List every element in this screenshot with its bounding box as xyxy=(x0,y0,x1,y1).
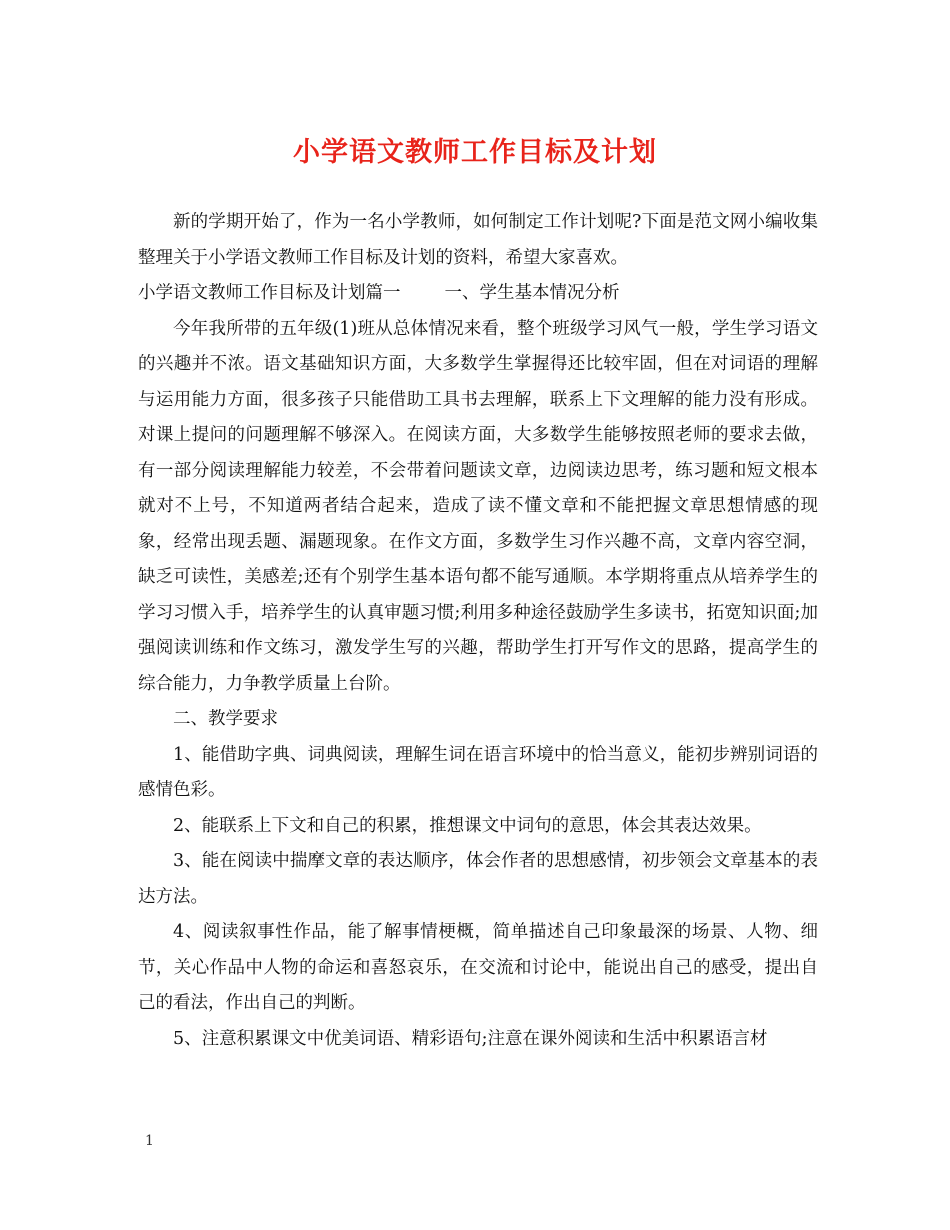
document-title: 小学语文教师工作目标及计划 xyxy=(293,137,657,168)
requirements-heading: 二、教学要求 xyxy=(173,709,278,729)
requirement-item-3: 3、能在阅读中揣摩文章的表达顺序，体会作者的思想感情，初步领会文章基本的表达方法。 xyxy=(138,851,818,907)
requirement-item-2: 2、能联系上下文和自己的积累，推想课文中词句的意思，体会其表达效果。 xyxy=(173,815,762,836)
requirement-item-1: 1、能借助字典、词典阅读，理解生词在语言环境中的恰当意义，能初步辨别词语的感情色彩。 xyxy=(138,744,818,800)
requirement-item-5: 5、注意积累课文中优美词语、精彩语句;注意在课外阅读和生活中积累语言材 xyxy=(173,1028,768,1049)
section-heading: 小学语文教师工作目标及计划篇一 xyxy=(138,283,401,303)
section-heading-line xyxy=(138,276,818,312)
analysis-paragraph: 今年我所带的五年级(1)班从总体情况来看，整个班级学习风气一般，学生学习语文的兴趣并不浓。语文基础知识方面，大多数学生掌握得还比较牢固，但在对词语的理解与运用能力方面，很多孩子只能借助工具书去理解，联系上下文理解的能力没有形成。对课上提问的问题理解不够深入。在阅读方面，大多数学生能够按照老师的要求去做，有一部分阅读理解能力较差，不会带着问题读文章，边阅读边思考，练习题和短文根本就对不上号，不知道两者结合起来，造成了读不懂文章和不能把握文章思想情感的现象，经常出现丢题、漏题现象。在作文方面，多数学生习作兴趣不高，文章内容空洞，缺乏可读性，美感差;还有个别学生基本语句都不能写通顺。本学期将重点从培养学生的学习习惯入手，培养学生的认真审题习惯;利用多种途径鼓励学生多读书，拓宽知识面;加强阅读训练和作文练习，激发学生写的兴趣，帮助学生打开写作文的思路，提高学生的综合能力，力争教学质量上台阶。 xyxy=(138,318,818,694)
page-number: 1 xyxy=(145,1133,154,1149)
section-subheading: 一、学生基本情况分析 xyxy=(444,283,620,303)
intro-paragraph: 新的学期开始了，作为一名小学教师，如何制定工作计划呢?下面是范文网小编收集整理关于小学语文教师工作目标及计划的资料，希望大家喜欢。 xyxy=(138,212,818,268)
document-body xyxy=(138,205,818,1057)
requirement-item-4: 4、阅读叙事性作品，能了解事情梗概，简单描述自己印象最深的场景、人物、细节，关心作品中人物的命运和喜怒哀乐，在交流和讨论中，能说出自己的感受，提出自己的看法，作出自己的判断。 xyxy=(138,922,818,1013)
